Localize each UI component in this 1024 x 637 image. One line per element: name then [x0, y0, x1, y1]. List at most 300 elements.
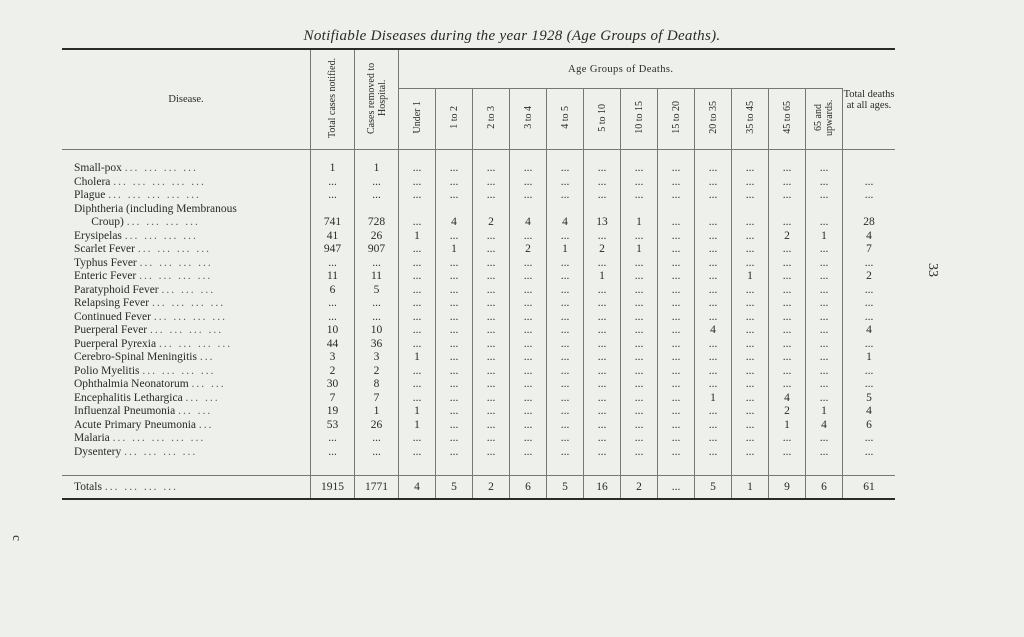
cell-value: ...	[621, 405, 658, 419]
header-age-5: 5 to 10	[584, 89, 621, 150]
cell-value: ...	[399, 243, 436, 257]
cell-value: ...	[621, 392, 658, 406]
header-age-9: 35 to 45	[732, 89, 769, 150]
cell-value: ...	[473, 162, 510, 176]
header-age-0: Under 1	[399, 89, 436, 150]
cell-value: 4	[866, 229, 872, 242]
cell-value: ...	[547, 324, 584, 338]
cell-value: 1	[399, 419, 436, 433]
cell-value: ...	[473, 311, 510, 325]
cell-value: ...	[806, 216, 843, 230]
totals-row	[62, 476, 895, 500]
cell-value: ...	[732, 297, 769, 311]
cell-value: 1	[355, 405, 399, 419]
cell-value	[547, 203, 584, 217]
cell-value: ...	[621, 432, 658, 446]
cell-value: ...	[732, 311, 769, 325]
cell-value: ...	[695, 365, 732, 379]
cell-value: ...	[658, 378, 695, 392]
cell-value: ...	[311, 297, 355, 311]
cell-value: 4	[436, 216, 473, 230]
table-row	[62, 162, 895, 176]
cell-value: 26	[355, 230, 399, 244]
cell-value: 1	[732, 476, 769, 500]
header-disease: Disease.	[62, 49, 311, 150]
cell-value: ...	[355, 297, 399, 311]
cell-value: ...	[732, 324, 769, 338]
cell-value: ...	[399, 297, 436, 311]
cell-value: ...	[806, 270, 843, 284]
cell-value: ...	[436, 311, 473, 325]
cell-value: ...	[695, 243, 732, 257]
cell-value: ...	[436, 338, 473, 352]
cell-value: 4	[806, 419, 843, 433]
cell-value: 1	[436, 243, 473, 257]
cell-value: ...	[732, 446, 769, 460]
cell-value: 7	[866, 243, 872, 255]
cell-value: ...	[732, 405, 769, 419]
cell-value: ...	[732, 419, 769, 433]
cell-value: 1915	[311, 476, 355, 500]
disease-name: Relapsing Fever ... ... ... ...	[62, 297, 311, 311]
cell-value: ...	[621, 365, 658, 379]
cell-value: ...	[584, 284, 621, 298]
cell-value: ...	[510, 419, 547, 433]
disease-name: Acute Primary Pneumonia ...	[62, 419, 311, 433]
cell-value: ...	[621, 189, 658, 203]
cell-value: 5	[436, 476, 473, 500]
header-total-deaths: Total deaths at all ages.	[843, 49, 896, 150]
cell-value: ...	[695, 432, 732, 446]
cell-value: 1	[311, 162, 355, 176]
cell-value: ...	[864, 310, 874, 323]
cell-value: ...	[806, 257, 843, 271]
table-row	[62, 297, 895, 311]
cell-value: ...	[584, 230, 621, 244]
header-total-cases: Total cases notified.	[311, 49, 355, 150]
cell-value	[732, 203, 769, 217]
cell-value: ...	[473, 405, 510, 419]
cell-value: 19	[311, 405, 355, 419]
cell-value: ...	[806, 338, 843, 352]
cell-value: ...	[769, 338, 806, 352]
cell-value: ...	[621, 378, 658, 392]
cell-value: 2	[510, 243, 547, 257]
cell-value: ...	[355, 189, 399, 203]
cell-value: ...	[732, 257, 769, 271]
disease-name: Continued Fever ... ... ... ...	[62, 311, 311, 325]
cell-value: ...	[769, 324, 806, 338]
cell-value: ...	[473, 230, 510, 244]
cell-value: ...	[806, 284, 843, 298]
disease-name: Cerebro-Spinal Meningitis ...	[62, 351, 311, 365]
disease-name: Typhus Fever ... ... ... ...	[62, 257, 311, 271]
cell-value: ...	[436, 392, 473, 406]
cell-value: ...	[658, 162, 695, 176]
cell-value: 947	[311, 243, 355, 257]
cell-value: ...	[584, 405, 621, 419]
cell-value: ...	[399, 257, 436, 271]
cell-value: ...	[510, 311, 547, 325]
cell-value	[355, 203, 399, 217]
header-age-11: 65 and upwards.	[806, 89, 843, 150]
cell-value: ...	[621, 446, 658, 460]
cell-value: ...	[806, 432, 843, 446]
cell-value: ...	[732, 216, 769, 230]
cell-value: 741	[311, 216, 355, 230]
cell-value: ...	[658, 324, 695, 338]
disease-name: Encephalitis Lethargica ... ...	[62, 392, 311, 406]
cell-value: 4	[866, 324, 872, 336]
header-age-groups: Age Groups of Deaths.	[399, 49, 843, 89]
cell-value: ...	[864, 337, 874, 350]
cell-value: ...	[864, 283, 874, 296]
cell-value: ...	[695, 378, 732, 392]
cell-value: ...	[547, 284, 584, 298]
cell-value: ...	[806, 324, 843, 338]
cell-value: ...	[436, 284, 473, 298]
cell-value: ...	[355, 257, 399, 271]
cell-value: ...	[864, 445, 874, 458]
disease-name: Influenzal Pneumonia ... ...	[62, 405, 311, 419]
cell-value: ...	[547, 405, 584, 419]
cell-value: ...	[510, 378, 547, 392]
cell-value: ...	[806, 176, 843, 190]
cell-value: 1	[866, 351, 872, 363]
cell-value: ...	[769, 257, 806, 271]
cell-value: 9	[769, 476, 806, 500]
table-row	[62, 257, 895, 271]
cell-value: ...	[547, 162, 584, 176]
cell-value: ...	[658, 284, 695, 298]
cell-value: ...	[510, 162, 547, 176]
cell-value: ...	[806, 446, 843, 460]
cell-value: 5	[355, 284, 399, 298]
cell-value: ...	[732, 284, 769, 298]
cell-value: 10	[355, 324, 399, 338]
cell-value: 5	[695, 476, 732, 500]
cell-value: ...	[547, 338, 584, 352]
cell-value	[584, 203, 621, 217]
cell-value: ...	[658, 446, 695, 460]
cell-value: 4	[547, 216, 584, 230]
cell-value: ...	[769, 162, 806, 176]
cell-value: 6	[510, 476, 547, 500]
cell-value: ...	[806, 351, 843, 365]
cell-value: ...	[399, 378, 436, 392]
cell-value: ...	[355, 446, 399, 460]
cell-value	[311, 203, 355, 217]
disease-name: Enteric Fever ... ... ... ...	[62, 270, 311, 284]
cell-value: ...	[547, 365, 584, 379]
cell-value: 2	[584, 243, 621, 257]
cell-value: ...	[510, 351, 547, 365]
cell-value: ...	[695, 284, 732, 298]
cell-value: ...	[732, 230, 769, 244]
cell-value: ...	[621, 338, 658, 352]
cell-value: 1	[769, 419, 806, 433]
cell-value: ...	[732, 392, 769, 406]
cell-value: ...	[510, 270, 547, 284]
cell-value: ...	[399, 162, 436, 176]
cell-value: ...	[436, 297, 473, 311]
cell-value: ...	[547, 351, 584, 365]
cell-value: ...	[695, 270, 732, 284]
cell-value: 7	[311, 392, 355, 406]
cell-value: ...	[732, 176, 769, 190]
cell-value: ...	[864, 364, 874, 377]
cell-value: ...	[806, 243, 843, 257]
cell-value: ...	[695, 338, 732, 352]
disease-name: Small-pox ... ... ... ...	[62, 162, 311, 176]
cell-value: ...	[510, 176, 547, 190]
cell-value: ...	[436, 189, 473, 203]
table-row	[62, 311, 895, 325]
cell-value: ...	[658, 297, 695, 311]
cell-value: 3	[311, 351, 355, 365]
cell-value: ...	[547, 446, 584, 460]
cell-value: ...	[621, 257, 658, 271]
cell-value: ...	[473, 392, 510, 406]
table-row	[62, 351, 895, 365]
cell-value: ...	[864, 189, 874, 201]
cell-value: ...	[436, 351, 473, 365]
cell-value	[806, 203, 843, 217]
cell-value	[621, 203, 658, 217]
cell-value: 5	[866, 391, 872, 404]
cell-value: 11	[355, 270, 399, 284]
cell-value: ...	[436, 378, 473, 392]
cell-value: ...	[769, 216, 806, 230]
cell-value: ...	[510, 392, 547, 406]
cell-value: ...	[658, 311, 695, 325]
cell-value: ...	[658, 476, 695, 500]
table-row	[62, 446, 895, 460]
cell-value: ...	[399, 270, 436, 284]
cell-value: ...	[584, 257, 621, 271]
cell-value: ...	[806, 392, 843, 406]
cell-value: ...	[436, 405, 473, 419]
cell-value: ...	[399, 446, 436, 460]
cell-value: ...	[769, 297, 806, 311]
cell-value: ...	[658, 230, 695, 244]
cell-value: ...	[769, 284, 806, 298]
cell-value: ...	[769, 243, 806, 257]
cell-value: 10	[311, 324, 355, 338]
cell-value: ...	[621, 419, 658, 433]
cell-value: ...	[695, 189, 732, 203]
cell-value: ...	[584, 162, 621, 176]
header-age-4: 4 to 5	[547, 89, 584, 150]
cell-value: ...	[547, 230, 584, 244]
cell-value: 1	[584, 270, 621, 284]
cell-value: ...	[769, 189, 806, 203]
cell-value: ...	[621, 297, 658, 311]
table-row	[62, 189, 895, 203]
cell-value: 4	[510, 216, 547, 230]
cell-value: ...	[621, 311, 658, 325]
cell-value: ...	[658, 338, 695, 352]
cell-value: ...	[695, 419, 732, 433]
cell-value: 1	[399, 230, 436, 244]
cell-value: ...	[436, 162, 473, 176]
table-row	[62, 203, 895, 217]
disease-name: Erysipelas ... ... ... ...	[62, 230, 311, 244]
cell-value: ...	[584, 446, 621, 460]
cell-value: ...	[584, 351, 621, 365]
disease-name: Dysentery ... ... ... ...	[62, 446, 311, 460]
table-row	[62, 405, 895, 419]
cell-value: ...	[769, 378, 806, 392]
cell-value: ...	[547, 176, 584, 190]
cell-value: ...	[806, 311, 843, 325]
cell-value: ...	[436, 230, 473, 244]
header-age-1: 1 to 2	[436, 89, 473, 150]
cell-value: ...	[621, 270, 658, 284]
cell-value: ...	[695, 311, 732, 325]
cell-value: ...	[864, 175, 874, 188]
table-row	[62, 392, 895, 406]
cell-value: ...	[806, 378, 843, 392]
cell-value	[510, 203, 547, 217]
cell-value: ...	[658, 176, 695, 190]
cell-value: 1	[399, 405, 436, 419]
cell-value: 1771	[355, 476, 399, 500]
cell-value: ...	[695, 230, 732, 244]
cell-value: ...	[864, 378, 874, 390]
cell-value: ...	[436, 446, 473, 460]
header-age-3: 3 to 4	[510, 89, 547, 150]
cell-value: 11	[311, 270, 355, 284]
cell-value: ...	[399, 338, 436, 352]
cell-value: ...	[311, 257, 355, 271]
cell-value: ...	[658, 243, 695, 257]
cell-value: ...	[510, 284, 547, 298]
cell-value: ...	[355, 432, 399, 446]
cell-value: ...	[399, 189, 436, 203]
cell-value: ...	[584, 378, 621, 392]
cell-value: ...	[436, 176, 473, 190]
cell-value: ...	[547, 392, 584, 406]
disease-name: Scarlet Fever ... ... ... ...	[62, 243, 311, 257]
cell-value: ...	[621, 284, 658, 298]
cell-value: 6	[866, 418, 872, 431]
cell-value: 2	[769, 405, 806, 419]
cell-value: ...	[311, 189, 355, 203]
cell-value: 2	[355, 365, 399, 379]
cell-value: 30	[311, 378, 355, 392]
cell-value: 907	[355, 243, 399, 257]
cell-value: ...	[658, 270, 695, 284]
table-row	[62, 338, 895, 352]
cell-value: 26	[355, 419, 399, 433]
cell-value: ...	[769, 351, 806, 365]
cell-value: 53	[311, 419, 355, 433]
cell-value: ...	[695, 446, 732, 460]
disease-name: Totals ... ... ... ...	[62, 476, 311, 500]
cell-value: 41	[311, 230, 355, 244]
cell-value: ...	[658, 392, 695, 406]
cell-value: 2	[473, 476, 510, 500]
cell-value: ...	[399, 216, 436, 230]
table-row	[62, 216, 895, 230]
cell-value: ...	[510, 230, 547, 244]
header-age-7: 15 to 20	[658, 89, 695, 150]
cell-value: ...	[695, 297, 732, 311]
cell-value: ...	[621, 230, 658, 244]
cell-value: 4	[695, 324, 732, 338]
cell-value: ...	[806, 297, 843, 311]
cell-value: ...	[473, 338, 510, 352]
cell-value: ...	[584, 419, 621, 433]
cell-value: ...	[864, 256, 874, 269]
cell-value: ...	[732, 189, 769, 203]
cell-value: ...	[658, 405, 695, 419]
cell-value: 5	[547, 476, 584, 500]
cell-value: ...	[547, 297, 584, 311]
cell-value: ...	[584, 297, 621, 311]
cell-value	[399, 203, 436, 217]
cell-value: ...	[769, 365, 806, 379]
cell-value: 1	[547, 243, 584, 257]
cell-value: ...	[510, 257, 547, 271]
cell-value: ...	[473, 270, 510, 284]
cell-value: ...	[473, 176, 510, 190]
cell-value: ...	[436, 324, 473, 338]
cell-value: ...	[399, 176, 436, 190]
cell-value: ...	[621, 324, 658, 338]
table-row	[62, 324, 895, 338]
disease-name: Diphtheria (including Membranous	[62, 203, 311, 217]
cell-value: 4	[399, 476, 436, 500]
cell-value: ...	[658, 189, 695, 203]
cell-value: 3	[355, 351, 399, 365]
cell-value: 1	[355, 162, 399, 176]
cell-value: ...	[473, 378, 510, 392]
cell-value: ...	[695, 216, 732, 230]
cell-value	[843, 162, 896, 176]
cell-value: ...	[473, 297, 510, 311]
cell-value: ...	[436, 432, 473, 446]
cell-value: ...	[473, 419, 510, 433]
cell-value: ...	[473, 432, 510, 446]
cell-value: ...	[547, 311, 584, 325]
cell-value: 2	[621, 476, 658, 500]
cell-value: 4	[769, 392, 806, 406]
cell-value: 2	[769, 230, 806, 244]
cell-value: 2	[473, 216, 510, 230]
cell-value: ...	[355, 176, 399, 190]
cell-value: ...	[695, 257, 732, 271]
cell-value: ...	[311, 432, 355, 446]
cell-value: 2	[866, 270, 872, 282]
cell-value: 1	[695, 392, 732, 406]
cell-value: ...	[584, 189, 621, 203]
disease-name: Paratyphoid Fever ... ... ...	[62, 284, 311, 298]
cell-value: ...	[547, 257, 584, 271]
cell-value: ...	[769, 311, 806, 325]
cell-value: 28	[863, 216, 875, 228]
cell-value: ...	[695, 351, 732, 365]
cell-value: ...	[547, 378, 584, 392]
disease-name: Cholera ... ... ... ... ...	[62, 176, 311, 190]
disease-name: Ophthalmia Neonatorum ... ...	[62, 378, 311, 392]
cell-value: ...	[732, 162, 769, 176]
cell-value: ...	[584, 176, 621, 190]
cell-value: ...	[510, 324, 547, 338]
disease-name: Plague ... ... ... ... ...	[62, 189, 311, 203]
cell-value: ...	[311, 176, 355, 190]
